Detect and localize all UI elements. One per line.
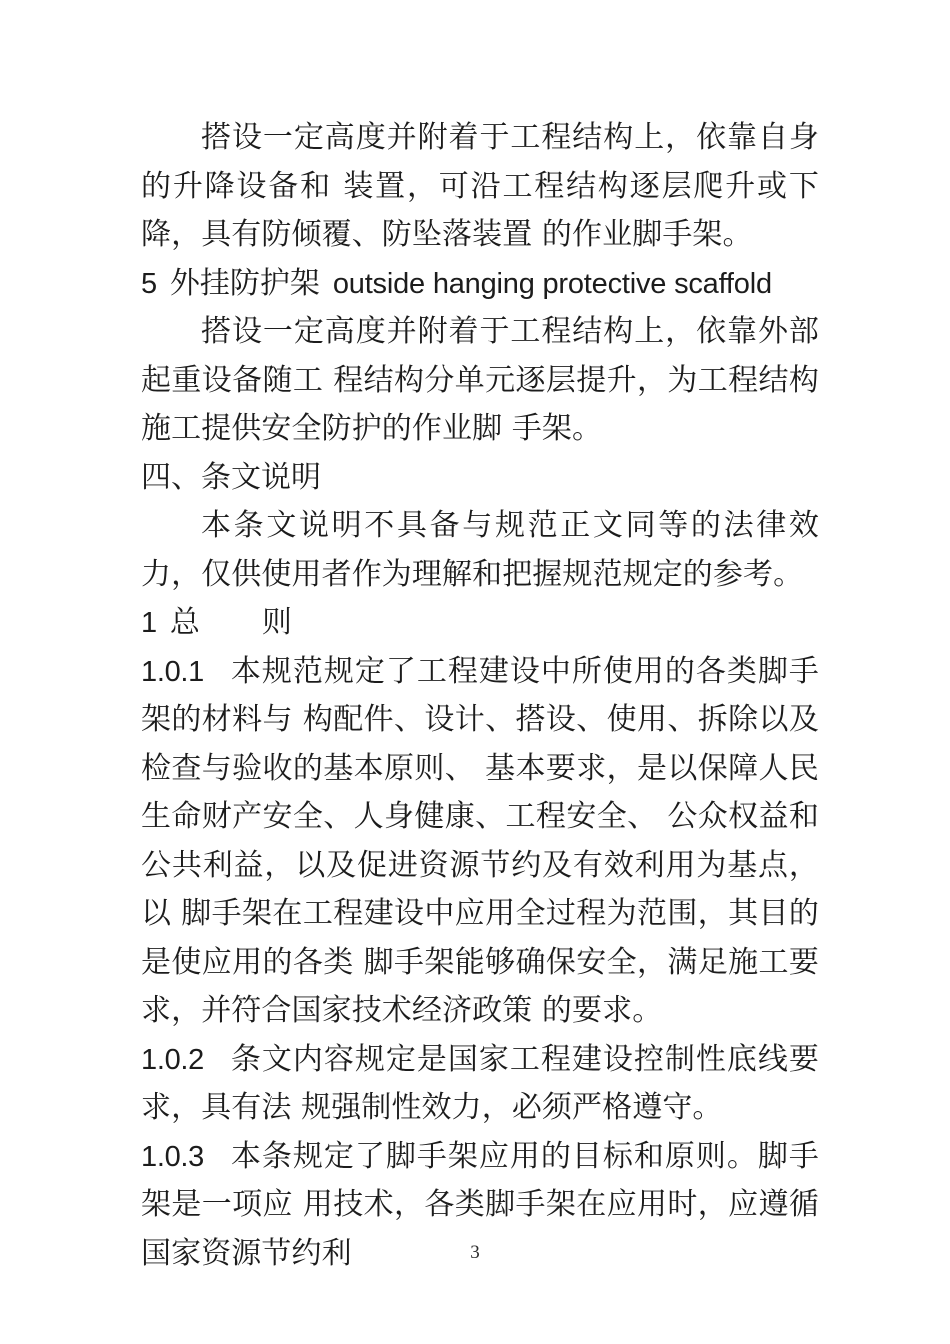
chapter-1-heading (141, 599, 819, 648)
clause-1-0-3-number: 1.0.3 (141, 1140, 204, 1173)
definition-5-term-english: outside hanging protective scaffold (332, 267, 772, 300)
page-number: 3 (470, 1242, 480, 1263)
page-content (141, 114, 819, 1278)
clause-1-0-2-number: 1.0.2 (141, 1043, 204, 1076)
clause-1-0-1-paragraph (141, 648, 819, 1036)
definition-5-term-chinese: 外挂防护架 (169, 265, 320, 301)
clause-1-0-1-number: 1.0.1 (141, 655, 204, 688)
definition-5-number: 5 (141, 267, 157, 300)
definition-5-heading (141, 260, 819, 309)
section-4-intro-paragraph: 本条文说明不具备与规范正文同等的法律效力，仅供使用者作为理解和把握规范规定的参考。 (141, 508, 819, 592)
clause-1-0-3-body: 本条规定了脚手架应用的目标和原则。脚手架是一项应 用技术，各类脚手架在应用时，应遵循国家资源节约利 (141, 1138, 819, 1271)
chapter-1-title-first-char: 总 (169, 605, 200, 640)
definition-5-body-paragraph: 搭设一定高度并附着于工程结构上，依靠外部起重设备随工 程结构分单元逐层提升，为工程结构施工提供安全防护的作业脚 手架。 (141, 314, 819, 446)
section-4-heading: 四、条文说明 (141, 459, 321, 495)
clause-1-0-1-body: 本规范规定了工程建设中所使用的各类脚手架的材料与 构配件、设计、搭设、使用、拆除以及检查与验收的基本原则、 基本要求，是以保障人民生命财产安全、人身健康、工程安全、 公众权益和公共利益，以及促进资源节约及有效利用为基点，以 脚手架在工程建设中应用全过程为范围，其目的是使应用的各类 脚手架能够确保安全，满足施工要求，并符合国家技术经济政策 的要求。 (141, 653, 819, 1028)
definition-4-body-paragraph: 搭设一定高度并附着于工程结构上，依靠自身的升降设备和 装置，可沿工程结构逐层爬升或下降，具有防倾覆、防坠落装置 的作业脚手架。 (141, 120, 819, 252)
clause-1-0-2-body: 条文内容规定是国家工程建设控制性底线要求，具有法 规强制性效力，必须严格遵守。 (141, 1041, 819, 1125)
clause-1-0-2-paragraph (141, 1036, 819, 1133)
chapter-1-title-second-char: 则 (261, 605, 292, 640)
chapter-1-number: 1 (141, 607, 157, 639)
